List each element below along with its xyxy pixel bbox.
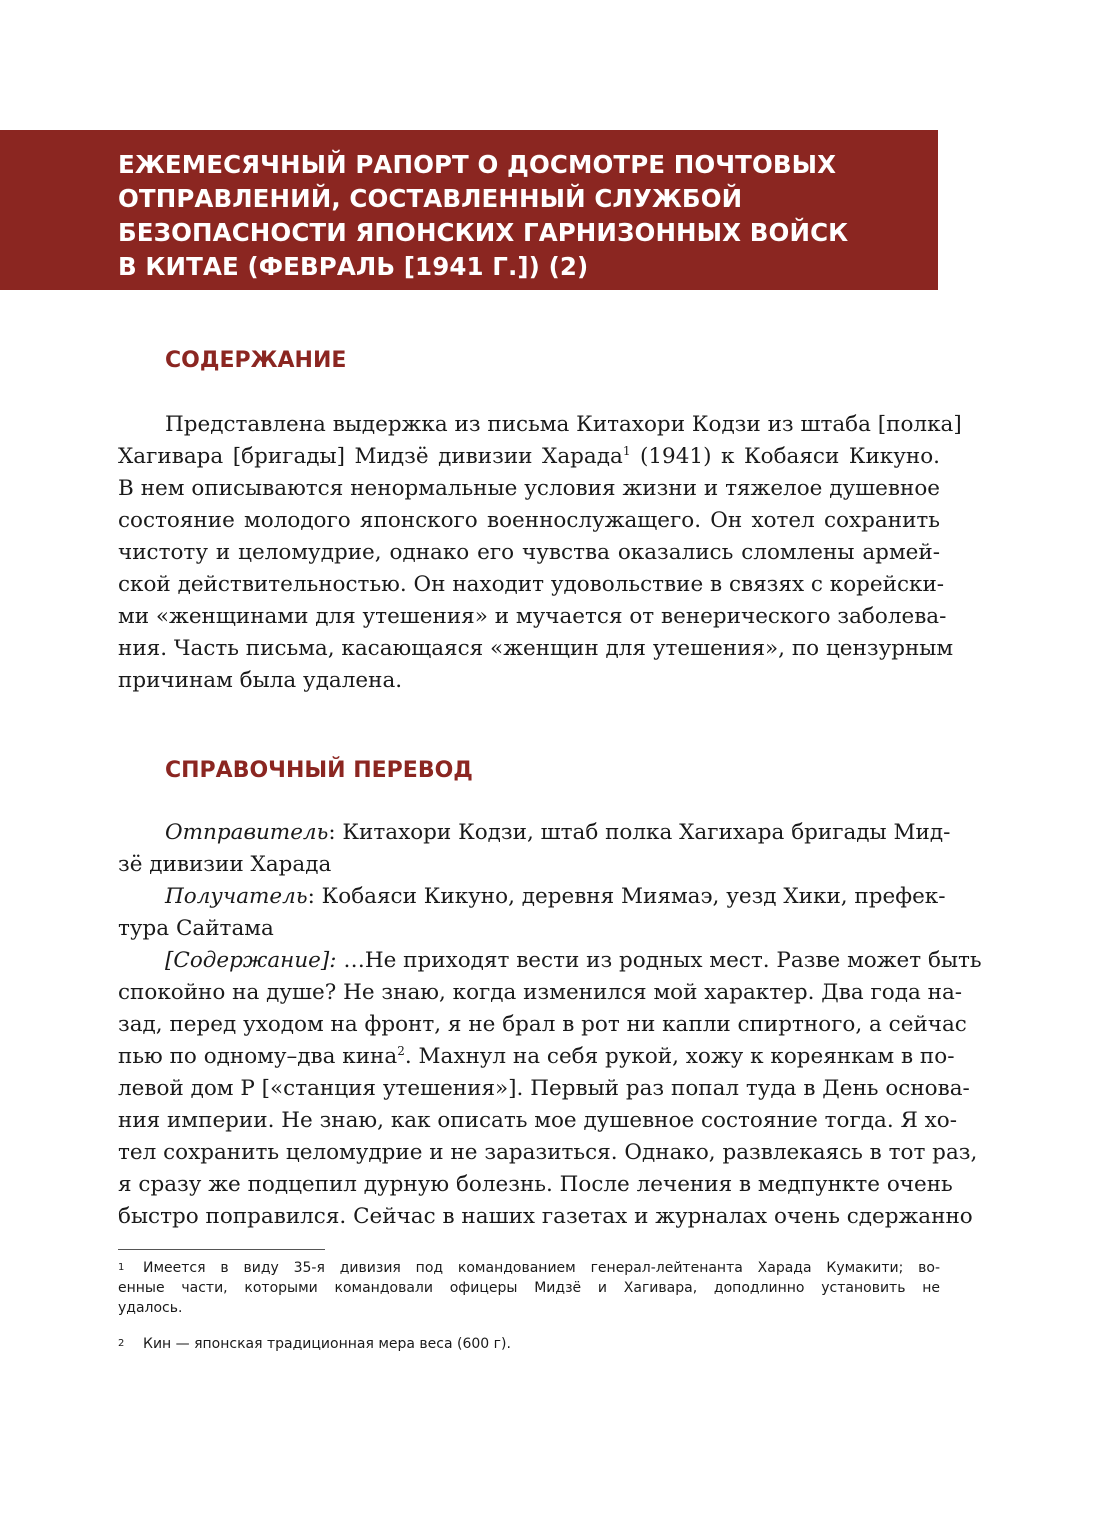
recipient-line: [118, 881, 946, 913]
footnote-body: [118, 1334, 940, 1354]
content-line: зад, перед уходом на фронт, я не брал в рот ни капли спиртного, а сейчас: [118, 1012, 967, 1037]
recipient-line: тура Сайтама: [118, 916, 274, 941]
summary-text: Хагивара [бригады] Мидзё дивизии Харада: [118, 444, 623, 469]
recipient-label: Получатель: [165, 884, 308, 909]
title-line-3: БЕЗОПАСНОСТИ ЯПОНСКИХ ГАРНИЗОННЫХ ВОЙСК: [118, 218, 849, 247]
sender-label: Отправитель: [165, 820, 329, 845]
content-text: …Не приходят вести из родных мест. Разве может быть: [336, 948, 982, 973]
footnote-divider: [118, 1249, 325, 1250]
title-line-4: В КИТАЕ (ФЕВРАЛЬ [1941 Г.]) (2): [118, 252, 589, 281]
summary-text: (1941) к Кобаяси Кикуно.: [630, 444, 940, 469]
content-line: я сразу же подцепил дурную болезнь. После лечения в медпункте очень: [118, 1172, 953, 1197]
content-line: спокойно на душе? Не знаю, когда изменился мой характер. Два года на-: [118, 980, 963, 1005]
sender-line: [118, 817, 951, 849]
content-label: [Содержание]:: [165, 948, 337, 973]
recipient-text: : Кобаяси Кикуно, деревня Миямаэ, уезд Хики, префек-: [307, 884, 946, 909]
footnote-line: удалось.: [118, 1300, 183, 1316]
summary-line: чистоту и целомудрие, однако его чувства оказались сломлены армей-: [118, 540, 940, 565]
summary-paragraph: [118, 409, 962, 697]
title-line-1: ЕЖЕМЕСЯЧНЫЙ РАПОРТ О ДОСМОТРЕ ПОЧТОВЫХ: [118, 150, 837, 179]
sender-text: : Китахори Кодзи, штаб полка Хагихара бригады Мид-: [328, 820, 951, 845]
summary-line: состояние молодого японского военнослужащего. Он хотел сохранить: [118, 508, 940, 533]
content-line: ния империи. Не знаю, как описать мое душевное состояние тогда. Я хо-: [118, 1108, 958, 1133]
footnote-ref-1[interactable]: 1: [622, 443, 631, 458]
summary-line: причинам была удалена.: [118, 668, 403, 693]
section-heading-content: СОДЕРЖАНИЕ: [165, 348, 347, 373]
summary-line: ской действительностью. Он находит удовольствие в связях с корейски-: [118, 572, 945, 597]
content-line: тел сохранить целомудрие и не заразиться. Однако, развлекаясь в тот раз,: [118, 1140, 978, 1165]
footnote-2: [118, 1334, 940, 1354]
content-line: быстро поправился. Сейчас в наших газетах и журналах очень сдержанно: [118, 1204, 973, 1229]
content-line: [118, 945, 982, 977]
content-text: пью по одному–два кина: [118, 1044, 398, 1069]
footnote-1: [118, 1258, 940, 1318]
summary-line: ми «женщинами для утешения» и мучается от венерического заболева-: [118, 604, 947, 629]
section-heading-translation: СПРАВОЧНЫЙ ПЕРЕВОД: [165, 758, 473, 783]
translation-paragraph: [118, 817, 982, 1233]
summary-line: В нем описываются ненормальные условия жизни и тяжелое душевное: [118, 476, 940, 501]
footnote-ref-2[interactable]: 2: [397, 1043, 405, 1058]
footnote-number: 2: [118, 1338, 125, 1349]
content-line: левой дом Р [«станция утешения»]. Первый раз попал туда в День основа-: [118, 1076, 970, 1101]
summary-line: [118, 441, 940, 473]
footnote-line: енные части, которыми командовали офицеры Мидзё и Хагивара, доподлинно установить не: [118, 1280, 940, 1296]
title-banner: [0, 130, 938, 290]
footnote-line: Кин — японская традиционная мера веса (600 г).: [143, 1336, 511, 1352]
content-line: [118, 1041, 955, 1073]
footnote-body: [118, 1258, 940, 1318]
content-text: . Махнул на себя рукой, хожу к кореянкам в по-: [404, 1044, 955, 1069]
sender-line: зё дивизии Харада: [118, 852, 332, 877]
footnote-line: Имеется в виду 35-я дивизия под командованием генерал-лейтенанта Харада Кумакити; во-: [143, 1260, 940, 1276]
title-line-2: ОТПРАВЛЕНИЙ, СОСТАВЛЕННЫЙ СЛУЖБОЙ: [118, 184, 743, 213]
summary-line: Представлена выдержка из письма Китахори Кодзи из штаба [полка]: [165, 412, 962, 437]
summary-line: ния. Часть письма, касающаяся «женщин для утешения», по цензурным: [118, 636, 954, 661]
footnote-number: 1: [118, 1262, 125, 1273]
